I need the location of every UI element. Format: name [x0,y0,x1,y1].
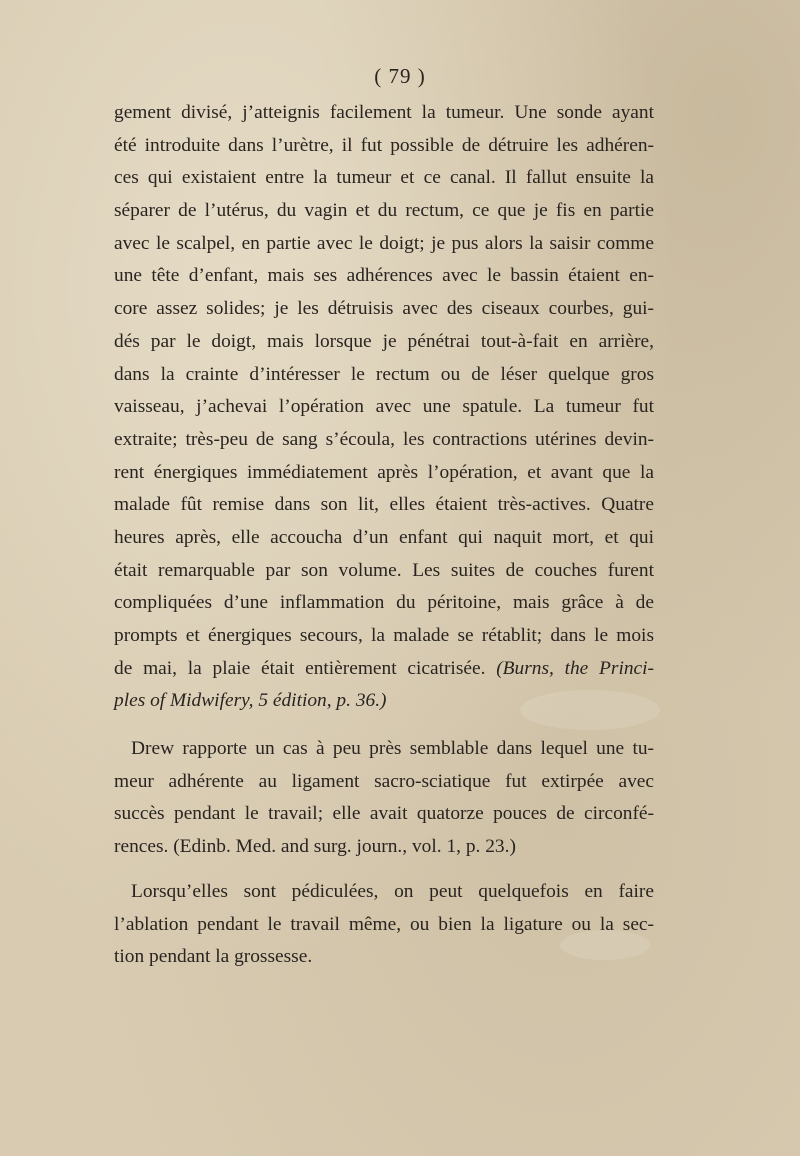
text-line-with-citation [114,653,654,686]
text-line: gement divisé, j’atteignis facilement la tumeur. Une sonde ayant [114,102,654,123]
text-line: séparer de l’utérus, du vagin et du rectum, ce que je fis en partie [114,200,654,222]
text-line: malade fût remise dans son lit, elles étaient très-actives. Quatre [114,494,654,516]
text-line: été introduite dans l’urètre, il fut possible de détruire les adhéren- [114,134,654,156]
text-line: ces qui existaient entre la tumeur et ce canal. Il fallut ensuite la [114,167,654,189]
text-line: une tête d’enfant, mais ses adhérences avec le bassin étaient en- [114,265,654,287]
paragraph-2 [114,733,654,864]
citation-reference: ples of Midwifery, 5 édition, p. 36.) [114,690,387,712]
text-line: de mai, la plaie était entièrement cicatrisée. [114,657,486,679]
text-line: core assez solides; je les détruisis avec des ciseaux courbes, gui- [114,298,654,320]
text-line: avec le scalpel, en partie avec le doigt; je pus alors la saisir comme [114,232,654,254]
text-line: Lorsqu’elles sont pédiculées, on peut quelquefois en faire [131,881,654,902]
text-line: succès pendant le travail; elle avait quatorze pouces de circonfé- [114,803,654,825]
text-line: dés par le doigt, mais lorsque je pénétrai tout-à-fait en arrière, [114,330,654,352]
text-line: l’ablation pendant le travail même, ou bien la ligature ou la sec- [114,913,654,935]
text-line: meur adhérente au ligament sacro-sciatique fut extirpée avec [114,770,654,792]
text-line: extraite; très-peu de sang s’écoula, les contractions utérines devin- [114,428,654,450]
text-line: dans la crainte d’intéresser le rectum ou de léser quelque gros [114,363,654,385]
citation-start: (Burns, the Princi- [496,657,654,679]
citation-end [114,685,654,718]
text-line: compliquées d’une inflammation du péritoine, mais grâce à de [114,592,654,614]
text-line: rent énergiques immédiatement après l’opération, et avant que la [114,461,654,483]
paragraph-3 [114,876,654,974]
text-line: Drew rapporte un cas à peu près semblable dans lequel une tu- [131,738,654,759]
text-line: rences. (Edinb. Med. and surg. journ., vol. 1, p. 23.) [114,836,516,858]
text-line: vaisseau, j’achevai l’opération avec une spatule. La tumeur fut [114,396,654,418]
page-number: ( 79 ) [374,64,426,88]
text-line: heures après, elle accoucha d’un enfant qui naquit mort, et qui [114,526,654,548]
paragraph-1 [114,97,654,718]
text-line: tion pendant la grossesse. [114,946,313,968]
text-line: était remarquable par son volume. Les suites de couches furent [114,559,654,581]
text-line: prompts et énergiques secours, la malade se rétablit; dans le mois [114,625,654,646]
